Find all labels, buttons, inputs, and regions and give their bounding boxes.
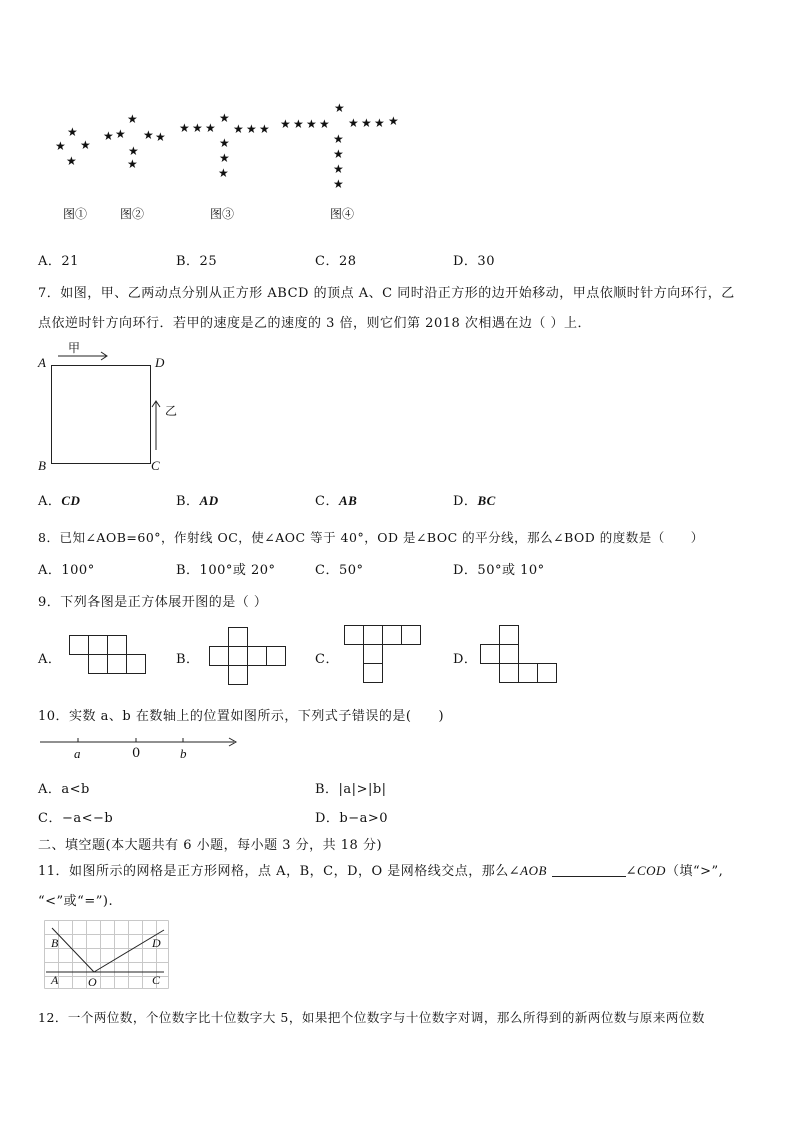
- section-heading: 二、填空题(本大题共有 6 小题，每小题 3 分，共 18 分): [38, 838, 383, 853]
- net-cell: [363, 644, 383, 664]
- square-abcd: [51, 365, 151, 464]
- star-icon: ★: [246, 122, 257, 136]
- net-cell: [247, 646, 267, 666]
- net-cell: [88, 654, 108, 674]
- net-cell: [499, 663, 519, 683]
- star-icon: ★: [103, 129, 114, 143]
- net-cell: [69, 635, 89, 655]
- star-icon: ★: [219, 151, 230, 165]
- q7-option-a: A．CD: [38, 493, 81, 509]
- net-cell: [499, 625, 519, 645]
- star-icon: ★: [67, 125, 78, 139]
- label-jia: 甲: [68, 341, 81, 355]
- q6-option-d: D．30: [453, 254, 495, 269]
- q10-stem: 10．实数 a、b 在数轴上的位置如图所示，下列式子错误的是( ): [38, 709, 445, 724]
- star-icon: ★: [319, 117, 330, 131]
- net-cell: [480, 644, 500, 664]
- q8-option-b: B．100°或 20°: [176, 563, 276, 578]
- grid-label-d: D: [152, 936, 161, 950]
- net-cell: [537, 663, 557, 683]
- star-icon: ★: [128, 144, 139, 158]
- q6-option-b: B．25: [176, 254, 218, 269]
- star-icon: ★: [333, 177, 344, 191]
- net-cell: [228, 627, 248, 647]
- star-icon: ★: [259, 122, 270, 136]
- q11-stem-line1: 11．如图所示的网格是正方形网格，点 A，B，C，D，O 是网格线交点，那么∠AOB ∠COD（填“>”,: [38, 863, 724, 879]
- q6-option-a: A．21: [38, 254, 79, 269]
- vertex-d: D: [155, 355, 165, 370]
- q7-option-c: C．AB: [315, 493, 358, 509]
- q9-option-b: B．: [176, 652, 200, 667]
- net-cell: [401, 625, 421, 645]
- q11-stem-line2: “<”或“=”).: [38, 894, 114, 909]
- axis-label-a: a: [74, 746, 81, 761]
- q8-option-a: A．100°: [38, 563, 95, 578]
- star-icon: ★: [334, 101, 345, 115]
- q9-option-c: C．: [315, 652, 339, 667]
- star-icon: ★: [306, 117, 317, 131]
- star-icon: ★: [333, 162, 344, 176]
- q7-stem-line2: 点依逆时针方向环行．若甲的速度是乙的速度的 3 倍，则它们第 2018 次相遇在边（ ）上．: [38, 316, 592, 331]
- figure-label-4: 图④: [330, 207, 355, 221]
- star-icon: ★: [293, 117, 304, 131]
- q10-option-d: D．b−a>0: [315, 811, 389, 826]
- arrow-up-icon: [151, 398, 161, 450]
- star-icon: ★: [192, 121, 203, 135]
- star-icon: ★: [333, 132, 344, 146]
- net-cell: [266, 646, 286, 666]
- q7-stem-line1: 7．如图，甲、乙两动点分别从正方形 ABCD 的顶点 A、C 同时沿正方形的边开始移动，甲点依顺时针方向环行，乙: [38, 286, 735, 301]
- star-icon: ★: [219, 136, 230, 150]
- net-cell: [228, 665, 248, 685]
- net-cell: [363, 663, 383, 683]
- star-icon: ★: [374, 116, 385, 130]
- q9-option-a: A．: [38, 652, 62, 667]
- star-icon: ★: [80, 138, 91, 152]
- grid-label-a: A: [51, 973, 59, 987]
- net-cell: [344, 625, 364, 645]
- net-cell: [363, 625, 383, 645]
- star-icon: ★: [388, 114, 399, 128]
- vertex-c: C: [151, 458, 160, 473]
- q8-stem: 8．已知∠AOB=60°，作射线 OC，使∠AOC 等于 40°，OD 是∠BOC 的平分线，那么∠BOD 的度数是（ ）: [38, 530, 704, 545]
- label-yi: 乙: [165, 404, 178, 418]
- net-cell: [228, 646, 248, 666]
- star-icon: ★: [333, 147, 344, 161]
- star-icon: ★: [348, 116, 359, 130]
- star-icon: ★: [143, 128, 154, 142]
- net-cell: [499, 644, 519, 664]
- grid-label-b: B: [51, 936, 59, 950]
- net-cell: [88, 635, 108, 655]
- q6-option-c: C．28: [315, 254, 357, 269]
- star-icon: ★: [361, 116, 372, 130]
- net-cell: [126, 654, 146, 674]
- q9-option-d: D．: [453, 652, 478, 667]
- figure-label-1: 图①: [63, 207, 88, 221]
- grid-label-c: C: [152, 973, 161, 987]
- net-cell: [107, 635, 127, 655]
- q9-stem: 9．下列各图是正方体展开图的是（ ）: [38, 595, 268, 610]
- axis-label-zero: 0: [132, 746, 141, 761]
- star-icon: ★: [233, 122, 244, 136]
- vertex-a: A: [38, 355, 46, 370]
- arrow-right-icon: [58, 351, 110, 361]
- vertex-b: B: [38, 458, 46, 473]
- net-cell: [107, 654, 127, 674]
- star-icon: ★: [219, 111, 230, 125]
- figure-label-3: 图③: [210, 207, 235, 221]
- q7-option-b: B．AD: [176, 493, 219, 509]
- star-icon: ★: [205, 121, 216, 135]
- q8-option-c: C．50°: [315, 563, 364, 578]
- q10-option-a: A．a<b: [38, 782, 90, 797]
- star-icon: ★: [218, 166, 229, 180]
- figure-label-2: 图②: [120, 207, 145, 221]
- star-icon: ★: [280, 117, 291, 131]
- grid-label-o: O: [88, 975, 97, 989]
- q10-option-b: B．|a|>|b|: [315, 782, 387, 797]
- net-cell: [209, 646, 229, 666]
- star-icon: ★: [127, 157, 138, 171]
- star-icon: ★: [127, 112, 138, 126]
- q7-option-d: D．BC: [453, 493, 496, 509]
- q8-option-d: D．50°或 10°: [453, 563, 545, 578]
- q10-option-c: C．−a<−b: [38, 811, 114, 826]
- q12-stem-line1: 12．一个两位数，个位数字比十位数字大 5，如果把个位数字与十位数字对调，那么所得到的新两位数与原来两位数: [38, 1010, 705, 1025]
- star-icon: ★: [66, 154, 77, 168]
- star-icon: ★: [155, 130, 166, 144]
- star-icon: ★: [115, 127, 126, 141]
- star-icon: ★: [55, 139, 66, 153]
- star-icon: ★: [179, 121, 190, 135]
- net-cell: [518, 663, 538, 683]
- axis-label-b: b: [180, 746, 187, 761]
- net-cell: [382, 625, 402, 645]
